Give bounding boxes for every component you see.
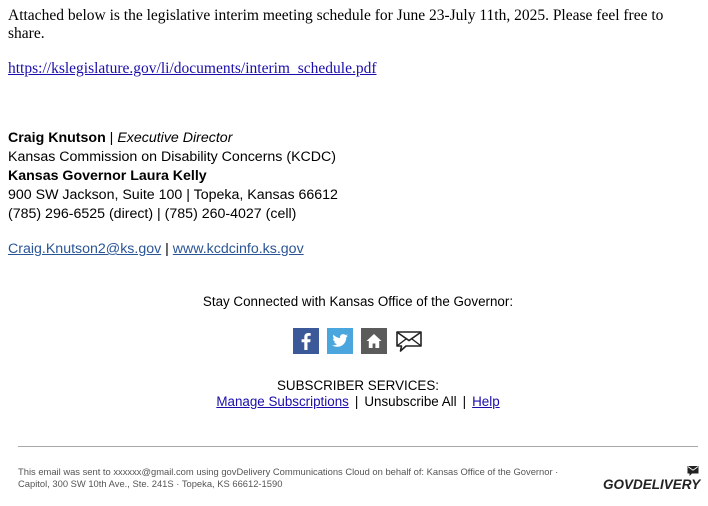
govdelivery-logo bbox=[602, 464, 702, 494]
intro-text: Attached below is the legislative interim meeting schedule for June 23-July 11th, 2025. Please feel free to share. bbox=[8, 7, 664, 42]
footer-line-2: Capitol, 300 SW 10th Ave., Ste. 241S · Topeka, KS 66612-1590 bbox=[18, 477, 283, 489]
signature-name: Craig Knutson bbox=[8, 130, 106, 146]
signature-title: Executive Director bbox=[117, 130, 233, 146]
stay-connected-heading: Stay Connected with Kansas Office of the Governor: bbox=[202, 294, 514, 309]
signature-website-link[interactable]: www.kcdcinfo.ks.gov bbox=[172, 241, 304, 257]
social-icons bbox=[293, 327, 423, 355]
footer-text bbox=[18, 466, 608, 489]
signature-email-link[interactable]: Craig.Knutson2@ks.gov bbox=[8, 241, 162, 257]
govdelivery-logo-text: GOVDELIVERY bbox=[603, 477, 701, 492]
signature-name-line bbox=[8, 129, 338, 148]
schedule-pdf-link[interactable]: https://kslegislature.gov/li/documents/interim_schedule.pdf bbox=[8, 60, 377, 77]
signature-governor: Kansas Governor Laura Kelly bbox=[8, 168, 207, 184]
subscriber-separator: | bbox=[354, 394, 359, 409]
signature-phones: (785) 296-6525 (direct) | (785) 260-4027 (cell) bbox=[8, 206, 297, 222]
signature-org: Kansas Commission on Disability Concerns (KCDC) bbox=[8, 149, 336, 165]
email-icon[interactable] bbox=[395, 328, 423, 354]
email-signature bbox=[8, 129, 338, 224]
subscriber-links bbox=[0, 394, 708, 409]
signature-name-separator: | bbox=[105, 130, 118, 146]
twitter-icon[interactable] bbox=[327, 328, 353, 354]
signature-links-separator: | bbox=[161, 241, 173, 257]
subscriber-separator: | bbox=[462, 394, 467, 409]
footer-divider bbox=[18, 446, 698, 447]
signature-links bbox=[8, 241, 304, 257]
signature-address: 900 SW Jackson, Suite 100 | Topeka, Kansas 66612 bbox=[8, 187, 338, 203]
manage-subscriptions-link[interactable]: Manage Subscriptions bbox=[216, 394, 349, 409]
footer-line-1: This email was sent to xxxxxx@gmail.com using govDelivery Communications Cloud on behalf of: Kansas Office of the Governor · bbox=[18, 466, 559, 477]
help-link[interactable]: Help bbox=[472, 394, 500, 409]
facebook-icon[interactable] bbox=[293, 328, 319, 354]
unsubscribe-all-link[interactable]: Unsubscribe All bbox=[364, 394, 457, 409]
home-icon[interactable] bbox=[361, 328, 387, 354]
subscriber-services-title: SUBSCRIBER SERVICES: bbox=[277, 378, 439, 393]
